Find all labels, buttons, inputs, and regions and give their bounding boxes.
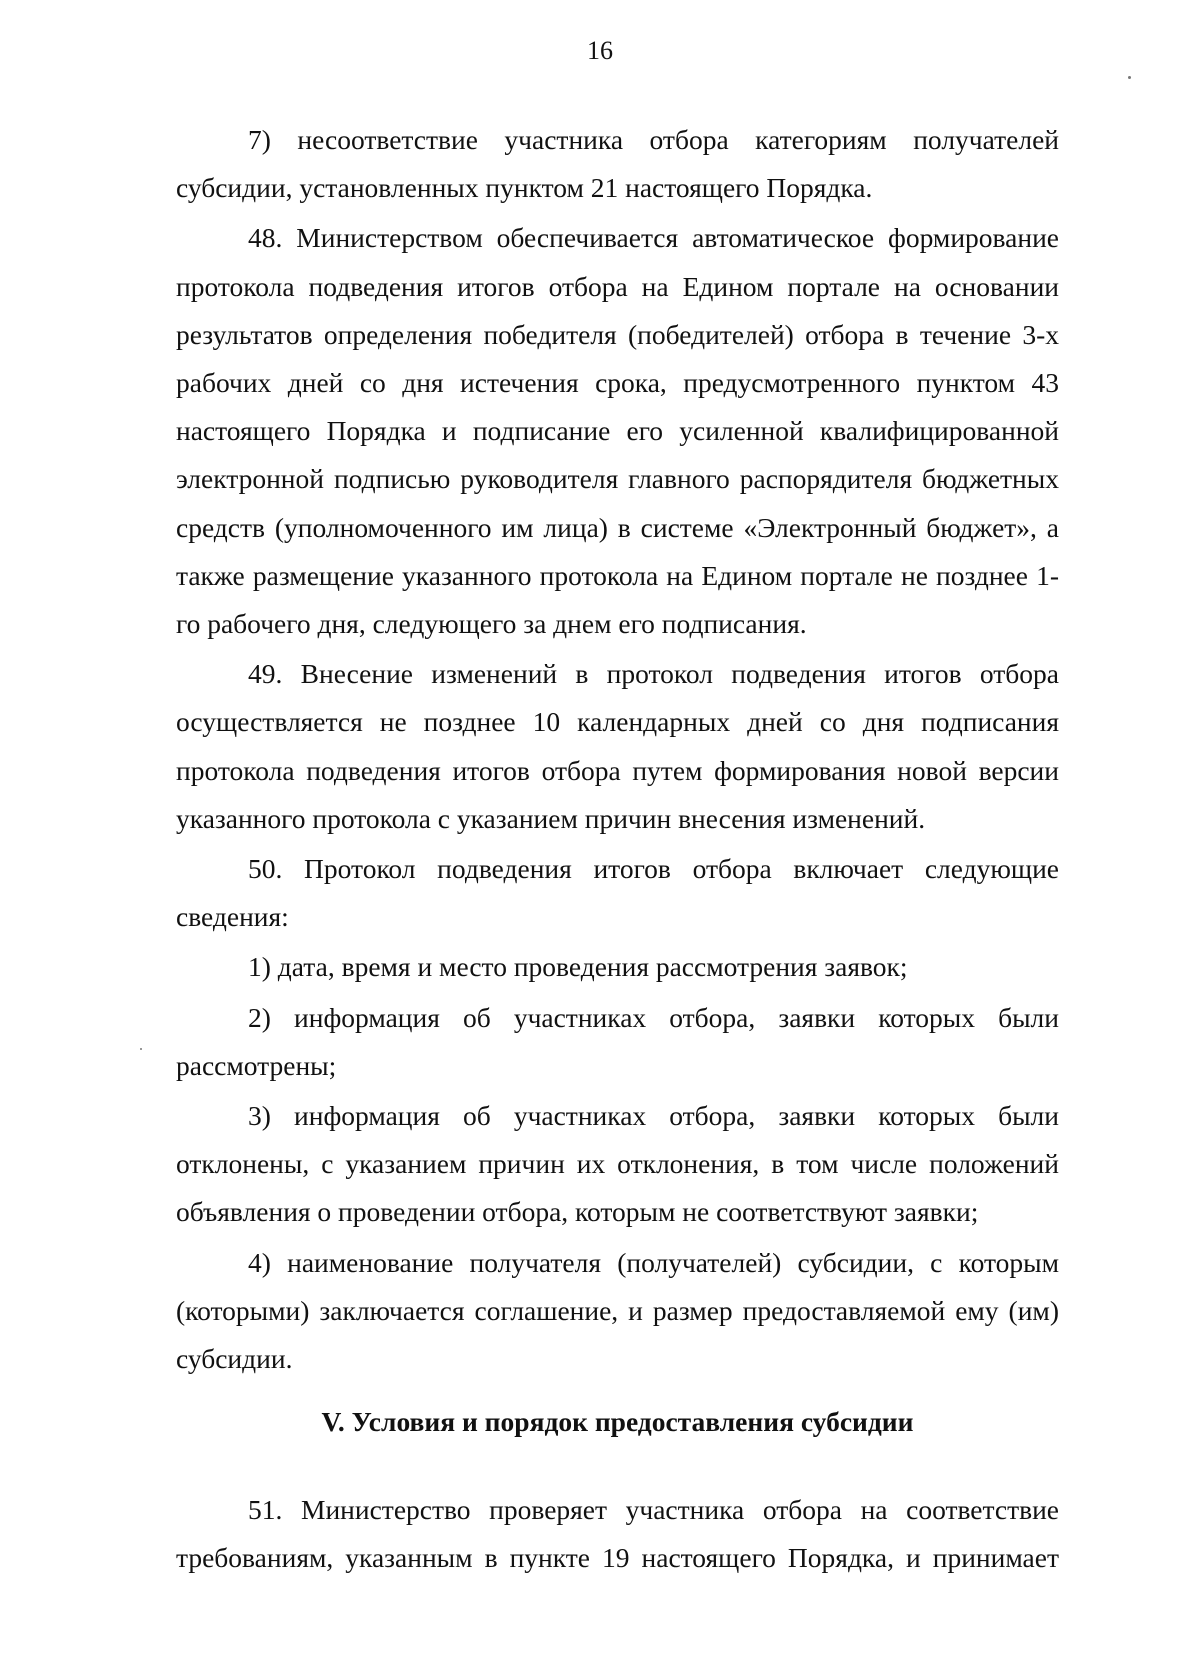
paragraph-49: 49. Внесение изменений в протокол подведения итогов отбора осуществляется не позднее 10 календарных дней со дня подписания протокола подведения итогов отбора путем формирования новой версии указанного протокола с указанием причин внесения изменений.: [176, 658, 1059, 834]
list-item-3: 3) информация об участниках отбора, заявки которых были отклонены, с указанием причин их отклонения, в том числе положений объявления о проведении отбора, которым не соответствуют заявки;: [176, 1100, 1059, 1228]
paragraph-48: 48. Министерством обеспечивается автоматическое формирование протокола подведения итогов отбора на Едином портале на основании результатов определения победителя (победителей) отбора в течение 3-х рабочих дней со дня истечения срока, предусмотренного пунктом 43 настоящего Порядка и подписание его усиленной квалифицированной электронной подписью руководителя главного распорядителя бюджетных средств (уполномоченного им лица) в системе «Электронный бюджет», а также размещение указанного протокола на Едином портале не позднее 1-го рабочего дня, следующего за днем его подписания.: [176, 222, 1059, 640]
section-heading: V. Условия и порядок предоставления субсидии: [321, 1406, 914, 1437]
page-number: 16: [587, 36, 613, 65]
scan-speck: [140, 1048, 142, 1050]
list-item-2: 2) информация об участниках отбора, заявки которых были рассмотрены;: [176, 1001, 1059, 1081]
list-item-1: 1) дата, время и место проведения рассмотрения заявок;: [248, 951, 908, 983]
paragraph-51: 51. Министерство проверяет участника отбора на соответствие требованиям, указанным в пункте 19 настоящего Порядка, и принимает: [176, 1494, 1059, 1574]
section-body: [176, 1486, 1059, 1582]
scan-speck: [1128, 76, 1131, 79]
document-body: [176, 116, 1059, 1383]
list-item-4: 4) наименование получателя (получателей) субсидии, с которым (которыми) заключается соглашение, и размер предоставляемой ему (им) субсидии.: [176, 1246, 1059, 1375]
paragraph-50: 50. Протокол подведения итогов отбора включает следующие сведения:: [176, 853, 1059, 933]
paragraph-item-7: 7) несоответствие участника отбора категориям получателей субсидии, установленных пунктом 21 настоящего Порядка.: [176, 124, 1059, 204]
